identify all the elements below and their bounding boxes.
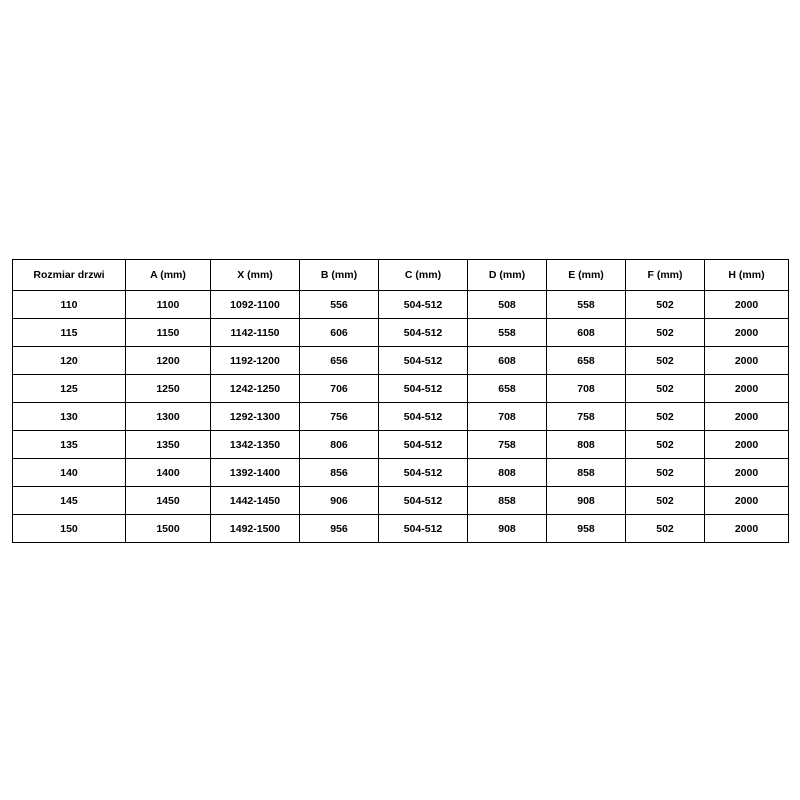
cell-d: 508	[468, 291, 547, 319]
cell-d: 758	[468, 431, 547, 459]
column-header-a: A (mm)	[126, 260, 211, 291]
column-header-d: D (mm)	[468, 260, 547, 291]
cell-c: 504-512	[379, 515, 468, 543]
table-row	[13, 515, 789, 543]
column-header-x: X (mm)	[211, 260, 300, 291]
cell-c: 504-512	[379, 459, 468, 487]
cell-x: 1442-1450	[211, 487, 300, 515]
cell-c: 504-512	[379, 403, 468, 431]
cell-x: 1342-1350	[211, 431, 300, 459]
cell-e: 758	[547, 403, 626, 431]
cell-f: 502	[626, 347, 705, 375]
cell-h: 2000	[705, 291, 789, 319]
cell-b: 956	[300, 515, 379, 543]
cell-a: 1100	[126, 291, 211, 319]
cell-door-size: 125	[13, 375, 126, 403]
cell-door-size: 120	[13, 347, 126, 375]
cell-c: 504-512	[379, 487, 468, 515]
cell-h: 2000	[705, 375, 789, 403]
cell-h: 2000	[705, 347, 789, 375]
cell-door-size: 115	[13, 319, 126, 347]
cell-e: 858	[547, 459, 626, 487]
cell-x: 1192-1200	[211, 347, 300, 375]
cell-h: 2000	[705, 319, 789, 347]
table-row	[13, 403, 789, 431]
cell-b: 606	[300, 319, 379, 347]
cell-x: 1392-1400	[211, 459, 300, 487]
cell-e: 958	[547, 515, 626, 543]
table-row	[13, 431, 789, 459]
column-header-f: F (mm)	[626, 260, 705, 291]
cell-a: 1300	[126, 403, 211, 431]
cell-b: 706	[300, 375, 379, 403]
cell-f: 502	[626, 403, 705, 431]
cell-d: 808	[468, 459, 547, 487]
column-header-b: B (mm)	[300, 260, 379, 291]
cell-x: 1092-1100	[211, 291, 300, 319]
cell-b: 806	[300, 431, 379, 459]
table-row	[13, 375, 789, 403]
cell-x: 1142-1150	[211, 319, 300, 347]
cell-a: 1200	[126, 347, 211, 375]
cell-f: 502	[626, 459, 705, 487]
cell-door-size: 110	[13, 291, 126, 319]
cell-door-size: 145	[13, 487, 126, 515]
cell-b: 906	[300, 487, 379, 515]
cell-a: 1350	[126, 431, 211, 459]
cell-d: 608	[468, 347, 547, 375]
cell-h: 2000	[705, 487, 789, 515]
specification-table-container	[12, 259, 788, 543]
cell-c: 504-512	[379, 375, 468, 403]
table-row	[13, 319, 789, 347]
cell-f: 502	[626, 375, 705, 403]
column-header-c: C (mm)	[379, 260, 468, 291]
cell-f: 502	[626, 431, 705, 459]
cell-f: 502	[626, 515, 705, 543]
cell-b: 556	[300, 291, 379, 319]
cell-c: 504-512	[379, 347, 468, 375]
cell-f: 502	[626, 487, 705, 515]
cell-e: 908	[547, 487, 626, 515]
cell-door-size: 135	[13, 431, 126, 459]
cell-b: 756	[300, 403, 379, 431]
cell-b: 656	[300, 347, 379, 375]
cell-h: 2000	[705, 403, 789, 431]
cell-a: 1450	[126, 487, 211, 515]
cell-door-size: 150	[13, 515, 126, 543]
cell-h: 2000	[705, 431, 789, 459]
cell-e: 808	[547, 431, 626, 459]
cell-d: 558	[468, 319, 547, 347]
table-row	[13, 459, 789, 487]
cell-door-size: 130	[13, 403, 126, 431]
table-row	[13, 487, 789, 515]
cell-a: 1250	[126, 375, 211, 403]
cell-d: 858	[468, 487, 547, 515]
column-header-e: E (mm)	[547, 260, 626, 291]
cell-x: 1242-1250	[211, 375, 300, 403]
cell-c: 504-512	[379, 431, 468, 459]
cell-f: 502	[626, 319, 705, 347]
cell-e: 608	[547, 319, 626, 347]
cell-d: 708	[468, 403, 547, 431]
cell-x: 1492-1500	[211, 515, 300, 543]
cell-c: 504-512	[379, 291, 468, 319]
cell-x: 1292-1300	[211, 403, 300, 431]
table-header-row	[13, 260, 789, 291]
column-header-h: H (mm)	[705, 260, 789, 291]
cell-d: 658	[468, 375, 547, 403]
cell-c: 504-512	[379, 319, 468, 347]
cell-f: 502	[626, 291, 705, 319]
table-row	[13, 291, 789, 319]
cell-a: 1150	[126, 319, 211, 347]
table-row	[13, 347, 789, 375]
cell-h: 2000	[705, 515, 789, 543]
cell-h: 2000	[705, 459, 789, 487]
column-header-door-size: Rozmiar drzwi	[13, 260, 126, 291]
cell-d: 908	[468, 515, 547, 543]
cell-e: 708	[547, 375, 626, 403]
cell-a: 1500	[126, 515, 211, 543]
cell-e: 658	[547, 347, 626, 375]
cell-a: 1400	[126, 459, 211, 487]
door-size-specification-table	[12, 259, 789, 543]
cell-e: 558	[547, 291, 626, 319]
cell-b: 856	[300, 459, 379, 487]
cell-door-size: 140	[13, 459, 126, 487]
